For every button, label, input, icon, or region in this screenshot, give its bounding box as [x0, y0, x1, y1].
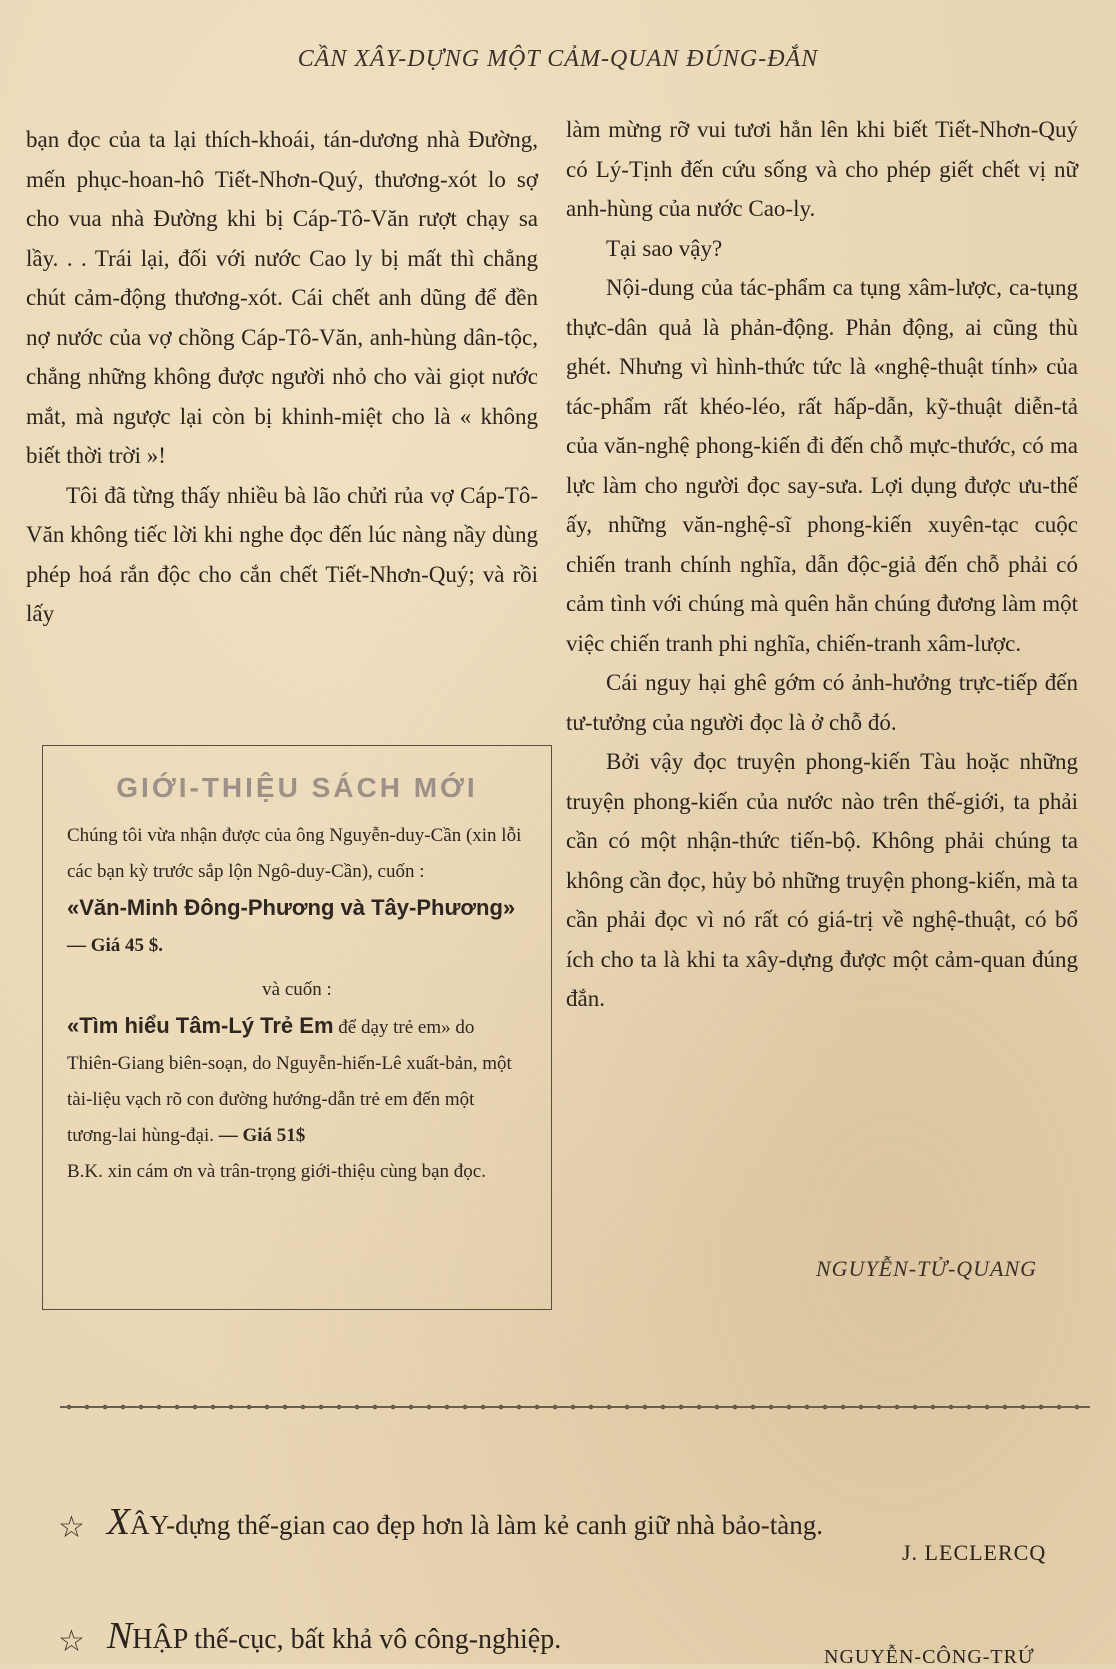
- quote-1: [58, 1500, 823, 1545]
- book-2-price: — Giá 51$: [218, 1125, 306, 1146]
- quote-1-dropcap: X: [106, 1501, 131, 1543]
- right-paragraph-4: Cái nguy hại ghê gớm có ảnh-hưởng trực-tiếp đến tư-tưởng của người đọc là ở chỗ đó.: [566, 670, 1078, 735]
- book-2-title: «Tìm hiểu Tâm-Lý Trẻ Em: [67, 1013, 334, 1038]
- quote-2-text: HẬP thế-cục, bất khả vô công-nghiệp.: [132, 1624, 562, 1655]
- right-paragraph-1: làm mừng rỡ vui tươi hẳn lên khi biết Tiết-Nhơn-Quý có Lý-Tịnh đến cứu sống và cho phép giết chết vị nữ anh-hùng của nước Cao-ly.: [566, 117, 1078, 221]
- left-paragraph-2: Tôi đã từng thấy nhiều bà lão chửi rủa vợ Cáp-Tô-Văn không tiếc lời khi nghe đọc đến lúc nàng nầy dùng phép hoá rắn độc cho cắn chết Tiết-Nhơn-Quý; và rồi lấy: [26, 482, 538, 626]
- book-announcement-box: [42, 745, 552, 1310]
- book-1-title: «Văn-Minh Đông-Phương và Tây-Phương»: [67, 895, 516, 920]
- quote-1-author: J. LECLERCQ: [902, 1540, 1047, 1565]
- book-2-description: để dạy trẻ em» do Thiên-Giang biên-soạn, do Nguyễn-hiến-Lê xuất-bản, một tài-liệu vạch rõ con đường hướng-dẫn trẻ em đến một tương-lai hùng-đại.: [67, 1017, 512, 1146]
- announcement-intro: Chúng tôi vừa nhận được của ông Nguyễn-duy-Cần (xin lỗi các bạn kỳ trước sắp lộn Ngô-duy-Cần), cuốn :: [67, 825, 522, 882]
- right-column: [566, 110, 1078, 1019]
- left-column: [26, 120, 538, 634]
- star-outline-icon: ☆: [58, 1625, 85, 1659]
- left-paragraph-1: bạn đọc của ta lại thích-khoái, tán-dương nhà Đường, mến phục-hoan-hô Tiết-Nhơn-Quý, thương-xót lo sợ cho vua nhà Đường khi bị Cáp-Tô-Văn rượt chạy sa lầy. . . Trái lại, đối với nước Cao ly bị mất thì chẳng chút cảm-động thương-xót. Cái chết anh dũng để đền nợ nước của vợ chồng Cáp-Tô-Văn, anh-hùng dân-tộc, chẳng những không được người nhỏ cho vài giọt nước mắt, mà ngược lại còn bị khinh-miệt cho là « không biết thời trời »!: [26, 127, 538, 468]
- ornamental-divider: [60, 1402, 1090, 1412]
- article-signature: NGUYỄN-TỬ-QUANG: [816, 1256, 1038, 1281]
- quote-2-dropcap: N: [106, 1615, 133, 1657]
- star-outline-icon: ☆: [58, 1511, 85, 1545]
- right-paragraph-2: Tại sao vậy?: [606, 235, 723, 261]
- book-1-entry: [67, 890, 527, 964]
- book-2-entry: [67, 1008, 527, 1154]
- announcement-title: GIỚI-THIỆU SÁCH MỚI: [116, 772, 478, 803]
- book-1-price: — Giá 45 $.: [67, 935, 164, 956]
- right-paragraph-5: Bởi vậy đọc truyện phong-kiến Tàu hoặc những truyện phong-kiến của nước nào trên thế-giới, ta phải cần có một nhận-thức tiến-bộ. Không phải chúng ta không cần đọc, hủy bỏ những truyện phong-kiến, mà ta cần phải đọc vì nó rất có giá-trị về nghệ-thuật, có bổ ích cho ta là khi ta xây-dựng được một cảm-quan đúng đắn.: [566, 749, 1078, 1011]
- page-header-title: CẦN XÂY-DỰNG MỘT CẢM-QUAN ĐÚNG-ĐẮN: [297, 46, 819, 72]
- quote-1-text: ÂY-dựng thế-gian cao đẹp hơn là làm kẻ canh giữ nhà bảo-tàng.: [130, 1510, 823, 1540]
- quote-2: [58, 1614, 561, 1659]
- quote-2-author: NGUYỄN-CÔNG-TRỨ: [824, 1646, 1035, 1668]
- announcement-closing: B.K. xin cám ơn và trân-trọng giới-thiệu cùng bạn đọc.: [67, 1161, 486, 1182]
- right-paragraph-3: Nội-dung của tác-phẩm ca tụng xâm-lược, ca-tụng thực-dân quả là phản-động. Phản động, ai cũng thù ghét. Nhưng vì hình-thức tức là «nghệ-thuật tính» của tác-phẩm rất khéo-léo, rất hấp-dẫn, kỹ-thuật diễn-tả của văn-nghệ phong-kiến đi đến chỗ mực-thước, có ma lực làm cho người đọc say-sưa. Lợi dụng được ưu-thế ấy, những văn-nghệ-sĩ phong-kiến xuyên-tạc cuộc chiến tranh chính nghĩa, dẫn độc-giả đến chỗ phải có cảm tình với chúng mà quên hẳn chúng đương làm một việc chiến tranh phi nghĩa, chiến-tranh xâm-lược.: [566, 275, 1078, 656]
- announcement-connector: và cuốn :: [262, 979, 332, 1000]
